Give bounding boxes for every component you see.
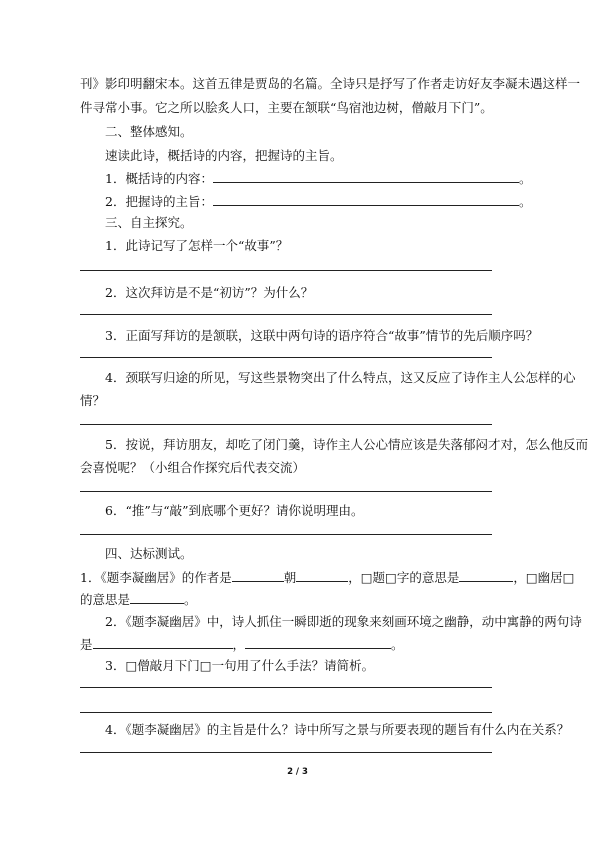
answer-line-3[interactable] <box>80 357 492 358</box>
youju-meaning-blank[interactable] <box>130 591 184 604</box>
theme-blank[interactable] <box>213 193 519 206</box>
summary-content-question <box>105 170 531 187</box>
intro-line-2: 件寻常小事。它之所以脍炙人口，主要在颔联“鸟宿池边树，僧敲月下门”。 <box>80 100 493 115</box>
test-question-1-text-d: ，□幽居□ <box>513 570 575 585</box>
summary-content-blank[interactable] <box>213 170 519 183</box>
test-question-1-text-b: 朝 <box>283 570 297 585</box>
theme-question <box>105 193 531 210</box>
test-question-1-line-2 <box>80 591 197 608</box>
test-question-4: 4．《题李凝幽居》的主旨是什么？诗中所写之景与所要表现的题旨有什么内在关系？ <box>105 722 570 737</box>
answer-line-5[interactable] <box>80 491 492 492</box>
section-2-title: 二、整体感知。 <box>105 124 193 139</box>
summary-content-end: 。 <box>518 171 532 186</box>
theme-label: 2．把握诗的主旨： <box>105 194 213 209</box>
test-question-1-text-e: 的意思是 <box>80 592 131 607</box>
test-question-2-line-1: 2．《题李凝幽居》中，诗人抓住一瞬即逝的现象来刻画环境之幽静，动中寓静的两句诗 <box>105 614 582 629</box>
author-blank[interactable] <box>232 569 284 582</box>
test-question-2-text-c: 。 <box>391 637 404 652</box>
intro-line-1: 刊》影印明翻宋本。这首五律是贾岛的名篇。全诗只是抒写了作者走访好友李凝未遇这样一 <box>80 76 581 91</box>
answer-line-4[interactable] <box>80 424 492 425</box>
test-question-1-text-c: ，□题□字的意思是 <box>348 570 460 585</box>
page-number: 2 / 3 <box>287 767 308 777</box>
explore-question-2: 2．这次拜访是不是“初访”？为什么？ <box>105 285 314 300</box>
test-question-1-text-f: 。 <box>184 592 197 607</box>
explore-question-1: 1．此诗记写了怎样一个“故事”？ <box>105 238 289 253</box>
section-3-title: 三、自主探究。 <box>105 215 193 230</box>
theme-end: 。 <box>518 194 532 209</box>
answer-line-9[interactable] <box>80 752 492 753</box>
summary-content-label: 1．概括诗的内容： <box>105 171 213 186</box>
explore-question-4-line-1: 4．颈联写归途的所见，写这些景物突出了什么特点，这又反应了诗作主人公怎样的心 <box>105 370 576 385</box>
test-question-3: 3．□僧敲月下门□一句用了什么手法？请简析。 <box>105 658 375 673</box>
test-question-2-text-b: ， <box>232 637 246 652</box>
explore-question-5-line-2: 会喜悦呢？（小组合作探究后代表交流） <box>80 460 306 475</box>
answer-line-8[interactable] <box>80 712 492 713</box>
test-question-1-line-1 <box>80 569 574 586</box>
test-question-2-text-a: 是 <box>80 637 93 652</box>
ti-meaning-blank[interactable] <box>459 569 513 582</box>
answer-line-6[interactable] <box>80 534 492 535</box>
explore-question-6: 6．“推”与“敲”到底哪个更好？请你说明理由。 <box>105 503 364 518</box>
answer-line-2[interactable] <box>80 314 492 315</box>
poem-line-blank-1[interactable] <box>93 636 233 649</box>
section-2-instruction: 速读此诗，概括诗的内容，把握诗的主旨。 <box>105 148 343 163</box>
poem-line-blank-2[interactable] <box>245 636 391 649</box>
explore-question-5-line-1: 5．按说，拜访朋友，却吃了闭门羹，诗作主人公心情应该是失落郁闷才对，怎么他反而 <box>105 437 588 452</box>
section-4-title: 四、达标测试。 <box>105 546 193 561</box>
answer-line-7[interactable] <box>80 687 492 688</box>
answer-line-1[interactable] <box>80 270 492 271</box>
explore-question-3: 3．正面写拜访的是颔联，这联中两句诗的语序符合“故事”情节的先后顺序吗？ <box>105 328 539 343</box>
dynasty-blank[interactable] <box>296 569 348 582</box>
test-question-1-text-a: 1．《题李凝幽居》的作者是 <box>80 570 232 585</box>
explore-question-4-line-2: 情？ <box>80 393 106 408</box>
test-question-2-line-2 <box>80 636 404 653</box>
